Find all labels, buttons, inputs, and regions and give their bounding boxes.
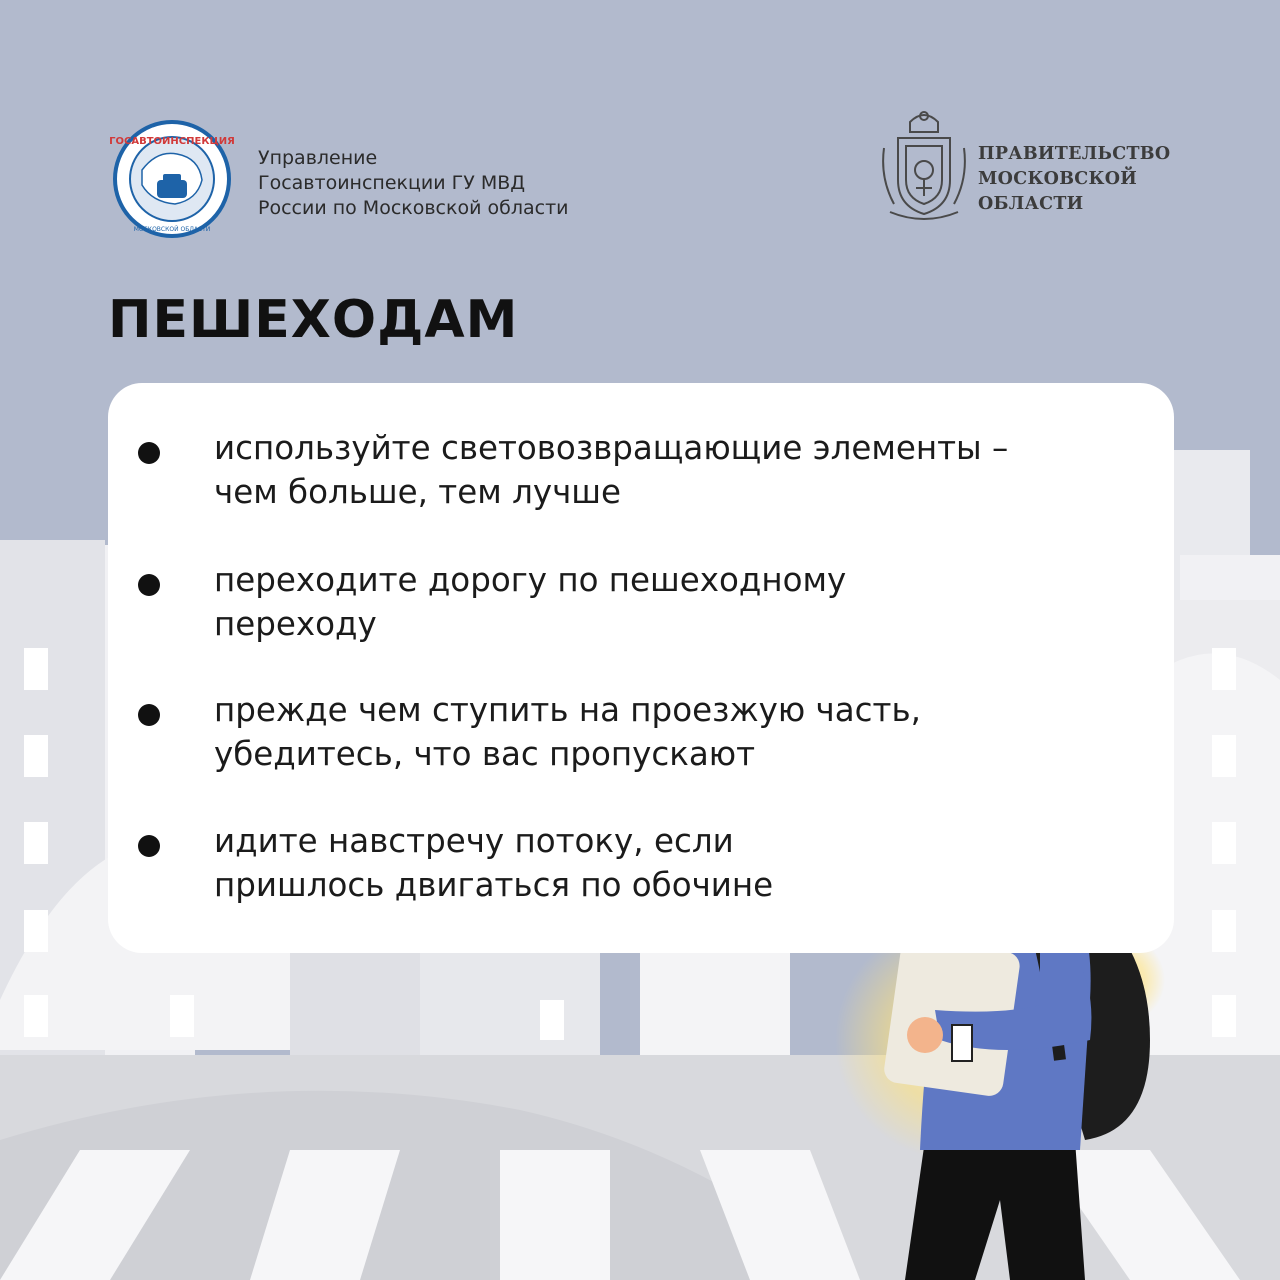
agency-name-line: России по Московской области bbox=[258, 197, 569, 219]
bullet-dot-icon bbox=[138, 574, 160, 596]
list-item-text bbox=[214, 688, 1134, 776]
government-name bbox=[978, 142, 1170, 217]
list-item-line: чем больше, тем лучше bbox=[214, 473, 622, 511]
moscow-region-coat-of-arms-icon bbox=[880, 108, 968, 224]
list-item-text bbox=[214, 558, 1134, 646]
bullet-dot-icon bbox=[138, 442, 160, 464]
agency-name-line: Госавтоинспекции ГУ МВД bbox=[258, 172, 526, 194]
list-item-line: используйте световозвращающие элементы – bbox=[214, 429, 1009, 467]
agency-logo-sublabel: МОСКОВСКОЙ ОБЛАСТИ bbox=[133, 226, 211, 233]
agency-name bbox=[258, 146, 569, 221]
government-name-line: ОБЛАСТИ bbox=[978, 194, 1084, 214]
list-item-line: прежде чем ступить на проезжую часть, bbox=[214, 691, 921, 729]
list-item-text bbox=[214, 819, 1134, 907]
government-name-line: ПРАВИТЕЛЬСТВО bbox=[978, 144, 1171, 164]
list-item-line: переходите дорогу по пешеходному bbox=[214, 561, 847, 599]
list-item-line: убедитесь, что вас пропускают bbox=[214, 735, 756, 773]
list-item-line: переходу bbox=[214, 605, 377, 643]
government-name-line: МОСКОВСКОЙ bbox=[978, 169, 1138, 189]
agency-logo-label: ГОСАВТОИНСПЕКЦИЯ bbox=[109, 136, 235, 147]
list-item-line: пришлось двигаться по обочине bbox=[214, 866, 774, 904]
bullet-dot-icon bbox=[138, 704, 160, 726]
list-item-text bbox=[214, 426, 1134, 514]
bullet-dot-icon bbox=[138, 835, 160, 857]
list-item-line: идите навстречу потоку, если bbox=[214, 822, 734, 860]
advice-card bbox=[108, 383, 1174, 953]
traffic-police-emblem-icon bbox=[107, 120, 237, 238]
agency-name-line: Управление bbox=[258, 147, 378, 169]
page-title: ПЕШЕХОДАМ bbox=[108, 290, 519, 350]
